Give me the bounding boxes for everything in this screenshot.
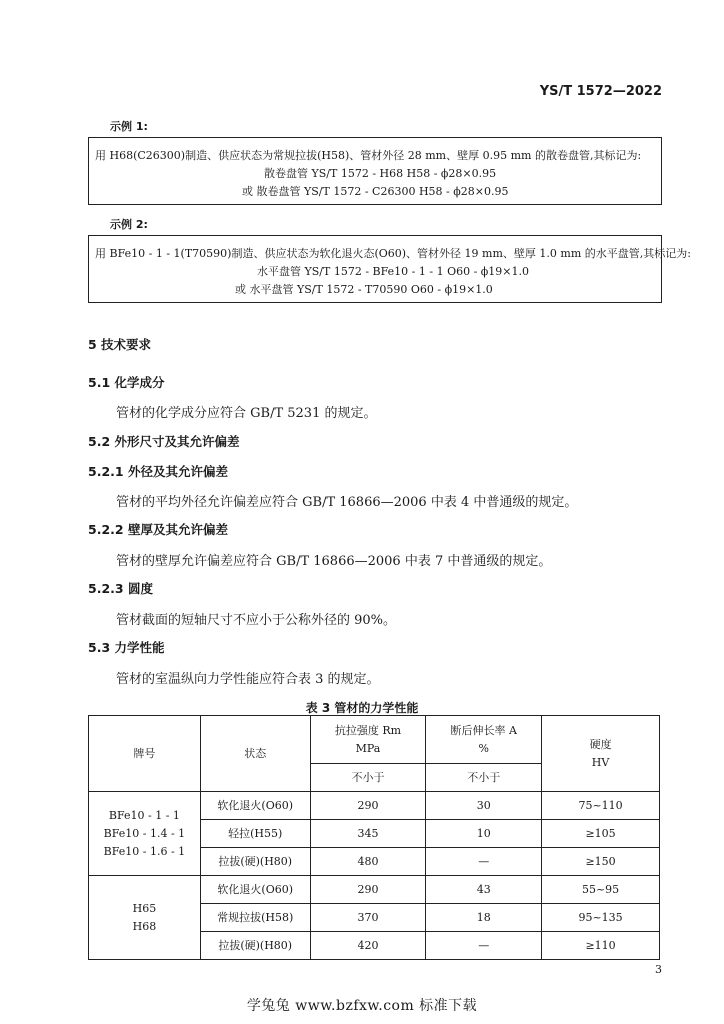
header-hardness <box>542 716 660 792</box>
example-1-intro: 用 H68(C26300)制造、供应状态为常规拉拔(H58)、管材外径 28 mm、壁厚 0.95 mm 的散卷盘管,其标记为: <box>95 149 642 162</box>
cell-state: 常规拉拔(H58) <box>200 904 310 932</box>
grade-group-bfe <box>89 792 201 876</box>
cell-tensile: 370 <box>310 904 426 932</box>
cell-hardness: 55~95 <box>542 876 660 904</box>
cell-hardness: 95~135 <box>542 904 660 932</box>
header-tensile-unit: MPa <box>355 741 381 755</box>
header-elongation-name: 断后伸长率 A <box>450 723 517 737</box>
cell-hardness: 75~110 <box>542 792 660 820</box>
section-5-1-heading: 5.1 化学成分 <box>88 375 165 390</box>
example-2-mark-1: 水平盘管 YS/T 1572 - BFe10 - 1 - 1 O60 - ϕ19×1.0 <box>257 265 530 278</box>
cell-hardness: ≥150 <box>542 848 660 876</box>
cell-elongation: 30 <box>426 792 542 820</box>
section-5-1-text: 管材的化学成分应符合 GB/T 5231 的规定。 <box>116 406 377 421</box>
cell-state: 软化退火(O60) <box>200 792 310 820</box>
cell-state: 软化退火(O60) <box>200 876 310 904</box>
cell-tensile: 480 <box>310 848 426 876</box>
header-grade: 牌号 <box>89 716 201 792</box>
header-tensile-min: 不小于 <box>310 764 426 792</box>
cell-state: 拉拔(硬)(H80) <box>200 848 310 876</box>
header-elongation-min: 不小于 <box>426 764 542 792</box>
example-2-intro: 用 BFe10 - 1 - 1(T70590)制造、供应状态为软化退火态(O60)、管材外径 19 mm、壁厚 1.0 mm 的水平盘管,其标记为: <box>95 247 691 260</box>
section-5-3-heading: 5.3 力学性能 <box>88 640 165 655</box>
cell-tensile: 420 <box>310 932 426 960</box>
header-tensile-name: 抗拉强度 Rm <box>334 723 402 737</box>
header-state: 状态 <box>200 716 310 792</box>
section-5-heading: 5 技术要求 <box>88 337 152 352</box>
section-5-2-1-heading: 5.2.1 外径及其允许偏差 <box>88 464 228 479</box>
cell-tensile: 290 <box>310 876 426 904</box>
example-2-label: 示例 2: <box>110 218 148 231</box>
grade-group-h <box>89 876 201 960</box>
cell-state: 轻拉(H55) <box>200 820 310 848</box>
cell-elongation: — <box>426 848 542 876</box>
cell-hardness: ≥105 <box>542 820 660 848</box>
example-1-mark-1: 散卷盘管 YS/T 1572 - H68 H58 - ϕ28×0.95 <box>264 167 497 180</box>
example-1-label: 示例 1: <box>110 120 148 133</box>
section-5-2-1-text: 管材的平均外径允许偏差应符合 GB/T 16866—2006 中表 4 中普通级的规定。 <box>116 495 578 510</box>
section-5-2-heading: 5.2 外形尺寸及其允许偏差 <box>88 434 240 449</box>
section-5-2-3-heading: 5.2.3 圆度 <box>88 581 153 596</box>
header-elongation <box>426 716 542 764</box>
footer-watermark: 学兔兔 www.bzfxw.com 标准下载 <box>246 998 478 1014</box>
section-5-2-3-text: 管材截面的短轴尺寸不应小于公称外径的 90%。 <box>116 613 397 628</box>
example-2-box <box>88 235 691 303</box>
cell-elongation: — <box>426 932 542 960</box>
example-1-box <box>88 137 662 205</box>
section-5-2-2-text: 管材的壁厚允许偏差应符合 GB/T 16866—2006 中表 7 中普通级的规定。 <box>116 554 552 569</box>
header-tensile <box>310 716 426 764</box>
mechanical-properties-table <box>88 715 660 960</box>
example-1-mark-2: 或 散卷盘管 YS/T 1572 - C26300 H58 - ϕ28×0.95 <box>242 185 509 198</box>
section-5-2-2-heading: 5.2.2 壁厚及其允许偏差 <box>88 522 228 537</box>
cell-elongation: 18 <box>426 904 542 932</box>
cell-hardness: ≥110 <box>542 932 660 960</box>
header-hardness-unit: HV <box>591 755 610 769</box>
grade-name: BFe10 - 1.4 - 1 <box>103 826 186 840</box>
grade-name: BFe10 - 1 - 1 <box>108 808 180 822</box>
cell-elongation: 43 <box>426 876 542 904</box>
table-caption: 表 3 管材的力学性能 <box>305 701 419 715</box>
page-number: 3 <box>655 963 662 976</box>
grade-name: H65 <box>132 901 157 915</box>
cell-elongation: 10 <box>426 820 542 848</box>
grade-name: H68 <box>132 919 157 933</box>
cell-tensile: 345 <box>310 820 426 848</box>
cell-state: 拉拔(硬)(H80) <box>200 932 310 960</box>
cell-tensile: 290 <box>310 792 426 820</box>
section-5-3-text: 管材的室温纵向力学性能应符合表 3 的规定。 <box>116 672 380 687</box>
grade-name: BFe10 - 1.6 - 1 <box>103 844 186 858</box>
standard-number: YS/T 1572—2022 <box>539 84 662 99</box>
example-2-mark-2: 或 水平盘管 YS/T 1572 - T70590 O60 - ϕ19×1.0 <box>235 283 493 296</box>
header-hardness-name: 硬度 <box>589 737 612 751</box>
header-elongation-unit: % <box>478 741 489 755</box>
